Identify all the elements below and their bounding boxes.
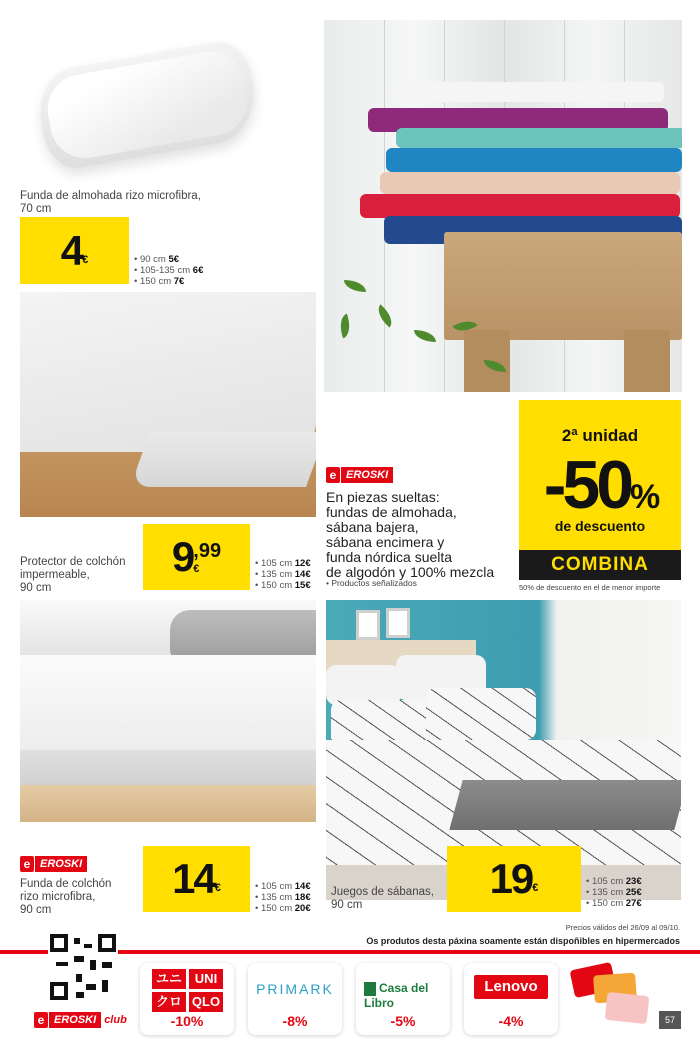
pillow-image [20, 20, 290, 190]
promo-combine: COMBINA [519, 550, 681, 580]
sheets-price: 19 [489, 855, 533, 902]
pillow-description: Funda de almohada rizo microfibra, 70 cm [20, 190, 201, 215]
size-row: • 150 cm 27€ [586, 898, 642, 909]
promo-note: 50% de descuento en el de menor importe [519, 583, 661, 592]
availability-note: Os produtos desta páxina soamente están dispoñibles en hipermercados [366, 936, 680, 946]
protector-description: Protector de colchón impermeable, 90 cm [20, 556, 126, 594]
partner-discount: -4% [498, 1013, 524, 1029]
cover-price: 14 [172, 855, 215, 902]
size-row: • 105 cm 23€ [586, 876, 642, 887]
size-row: • 150 cm 7€ [134, 276, 185, 287]
cover-size-list [255, 881, 311, 914]
casa-del-libro-logo: Casa del Libro [364, 981, 429, 1010]
partner-discount: -10% [170, 1013, 204, 1029]
partner-primark[interactable] [248, 963, 342, 1035]
partner-discount: -8% [282, 1013, 308, 1029]
partner-casa-del-libro[interactable] [356, 963, 450, 1035]
cover-description: Funda de colchón rizo microfibra, 90 cm [20, 878, 112, 916]
primark-logo: PRIMARK [256, 981, 334, 997]
pillow-shape [33, 37, 262, 173]
eroski-logo: e EROSKI [20, 856, 87, 872]
qr-code[interactable] [48, 932, 118, 1002]
mattress-protector-image [20, 292, 316, 517]
protector-price-box: 9 ,99 € [143, 524, 250, 590]
sheets-price-box: 19 € [447, 846, 581, 912]
textiles-photo [324, 20, 682, 392]
promo-badge [519, 400, 681, 580]
cover-price-box: 14 € [143, 846, 250, 912]
size-row: • 135 cm 14€ [255, 569, 311, 580]
pillow-price-box [20, 217, 129, 284]
lenovo-logo: Lenovo [474, 975, 548, 999]
uniqlo-logo: ユニ UNI クロ QLO [152, 969, 223, 1012]
book-icon [364, 982, 376, 996]
size-row: • 135 cm 18€ [255, 892, 311, 903]
mattress-cover-image [20, 600, 316, 822]
wooden-stool [444, 232, 682, 340]
pillow-currency: € [82, 253, 89, 266]
partner-discount: -5% [390, 1013, 416, 1029]
size-row: • 150 cm 15€ [255, 580, 311, 591]
size-row: • 150 cm 20€ [255, 903, 311, 914]
eroski-club-logo: e EROSKI club [34, 1012, 127, 1028]
sheets-description: Juegos de sábanas, 90 cm [331, 886, 434, 911]
pillow-size-list [134, 254, 203, 287]
loose-pieces-note: • Productos señalizados [326, 578, 417, 588]
size-row: • 105 cm 12€ [255, 558, 311, 569]
size-row: • 105-135 cm 6€ [134, 265, 204, 276]
size-row: • 90 cm 5€ [134, 254, 180, 265]
eroski-logo: e EROSKI [326, 467, 393, 483]
promo-label: de descuento [554, 518, 646, 534]
partner-uniqlo[interactable] [140, 963, 234, 1035]
protector-price: 9 [171, 533, 194, 580]
validity-note: Precios válidos del 26/09 al 09/10. [565, 923, 680, 932]
sheets-size-list [586, 876, 642, 909]
protector-size-list [255, 558, 311, 591]
size-row: • 135 cm 25€ [586, 887, 642, 898]
promo-discount: -50% [543, 447, 657, 523]
club-cards-icon [572, 962, 652, 1034]
partner-lenovo[interactable] [464, 963, 558, 1035]
page-number: 57 [659, 1011, 681, 1029]
size-row: • 105 cm 14€ [255, 881, 311, 892]
promo-unit: 2ª unidad [561, 426, 639, 445]
pillow-price: 4 [60, 226, 83, 274]
loose-pieces-description: En piezas sueltas: fundas de almohada, sábana bajera, sábana encimera y funda nórdica suelta de algodón y 100% mezcla [326, 489, 495, 580]
